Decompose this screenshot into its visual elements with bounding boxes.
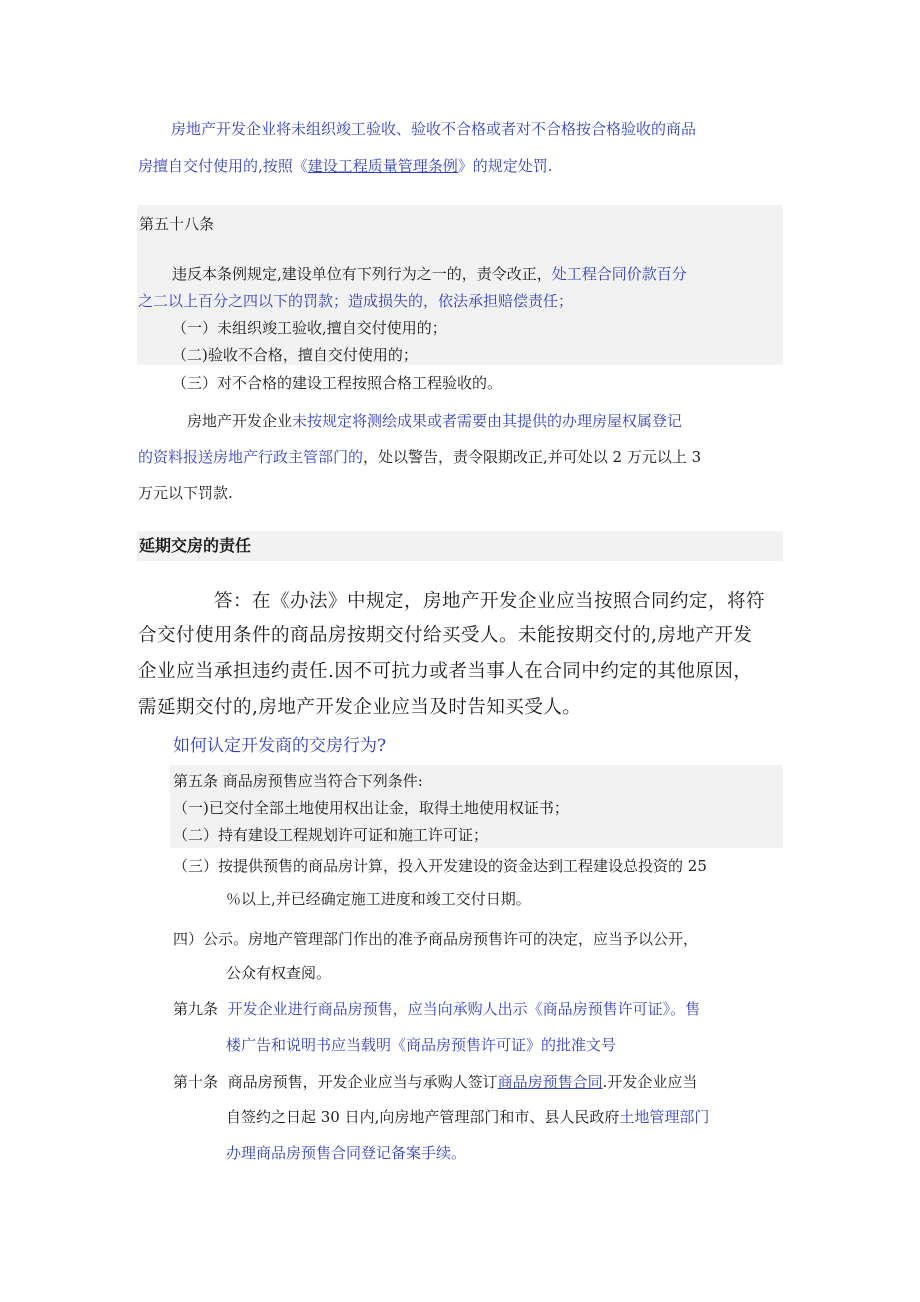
answer-line1: 答：在《办法》中规定，房地产开发企业应当按照合同约定，将符 — [214, 591, 766, 612]
article5-item4-line1: 四）公示。房地产管理部门作出的准予商品房预售许可的决定，应当予以公开， — [173, 930, 699, 948]
section2-line1 — [187, 410, 682, 432]
article10-text1a: 商品房预售，开发企业应当与承购人签订 — [227, 1073, 498, 1091]
article5-item1: （一)已交付全部土地使用权出让金，取得土地使用权证书； — [173, 799, 569, 817]
article9-line1 — [173, 998, 700, 1020]
article5-item3-line2: ％以上,并已经确定施工进度和竣工交付日期。 — [226, 890, 531, 908]
article10-text1b: .开发企业应当 — [602, 1073, 698, 1091]
article10-line1 — [173, 1071, 697, 1093]
section2-line2-b: ，处以警告，责令限期改正,并可处以 2 万元以上 3 — [363, 448, 702, 466]
section2-line2 — [138, 446, 701, 468]
section1-line1: 房地产开发企业将未组织竣工验收、验收不合格或者对不合格按合格验收的商品 — [171, 120, 697, 138]
article58-intro-b: 处工程合同价款百分 — [551, 265, 687, 283]
article58-background — [137, 205, 783, 365]
section-heading: 延期交房的责任 — [139, 536, 252, 555]
article58-item2: （二)验收不合格，擅自交付使用的； — [172, 346, 418, 364]
article58-intro-line1 — [172, 263, 687, 285]
section2-line1-a: 房地产开发企业 — [187, 412, 293, 430]
article10-line3: 办理商品房预售合同登记备案手续。 — [226, 1144, 467, 1162]
article10-label: 第十条 — [173, 1073, 219, 1091]
section2-line1-b: 未按规定将测绘成果或者需要由其提供的办理房屋权属登记 — [292, 412, 683, 430]
article58-intro-a: 违反本条例规定,建设单位有下列行为之一的，责令改正， — [172, 265, 552, 283]
article5-item2: （二）持有建设工程规划许可证和施工许可证； — [173, 826, 489, 844]
article10-text2a: 自签约之日起 30 日内,向房地产管理部门和市、县人民政府 — [226, 1108, 620, 1126]
answer-line3: 企业应当承担违约责任.因不可抗力或者当事人在合同中约定的其他原因， — [138, 661, 753, 682]
article58-item1: （一）未组织竣工验收,擅自交付使用的； — [172, 319, 447, 337]
article5-item3-line1: （三）按提供预售的商品房计算，投入开发建设的资金达到工程建设总投资的 25 — [173, 857, 707, 875]
section2-line2-a: 的资料报送房地产行政主管部门的 — [138, 448, 364, 466]
regulation-link[interactable]: 建设工程质量管理条例 — [307, 157, 458, 175]
question: 如何认定开发商的交房行为? — [173, 736, 387, 756]
section1-line2-text-a: 房擅自交付使用的,按照《 — [138, 157, 308, 175]
article9-line2: 楼广告和说明书应当载明《商品房预售许可证》的批准文号 — [226, 1036, 617, 1054]
article9-label: 第九条 — [173, 1000, 219, 1018]
section1-line2 — [138, 155, 553, 177]
article10-text2b: 土地管理部门 — [619, 1108, 710, 1126]
article10-line2 — [226, 1106, 709, 1128]
article58-title: 第五十八条 — [139, 215, 215, 233]
section2-line3: 万元以下罚款. — [138, 484, 233, 502]
presale-contract-link[interactable]: 商品房预售合同 — [497, 1073, 603, 1091]
article9-text1: 开发企业进行商品房预售，应当向承购人出示《商品房预售许可证》。售 — [227, 1000, 701, 1018]
section1-line2-text-b: 》的规定处罚. — [457, 157, 553, 175]
article58-intro-line2: 之二以上百分之四以下的罚款；造成损失的，依法承担赔偿责任； — [138, 292, 574, 310]
answer-line2: 合交付使用条件的商品房按期交付给买受人。未能按期交付的,房地产开发 — [138, 625, 753, 646]
article58-item3: （三）对不合格的建设工程按照合格工程验收的。 — [172, 374, 503, 392]
article5-title: 第五条 商品房预售应当符合下列条件: — [173, 772, 423, 790]
article5-item4-line2: 公众有权查阅。 — [226, 964, 332, 982]
answer-line4: 需延期交付的,房地产开发企业应当及时告知买受人。 — [138, 697, 582, 718]
